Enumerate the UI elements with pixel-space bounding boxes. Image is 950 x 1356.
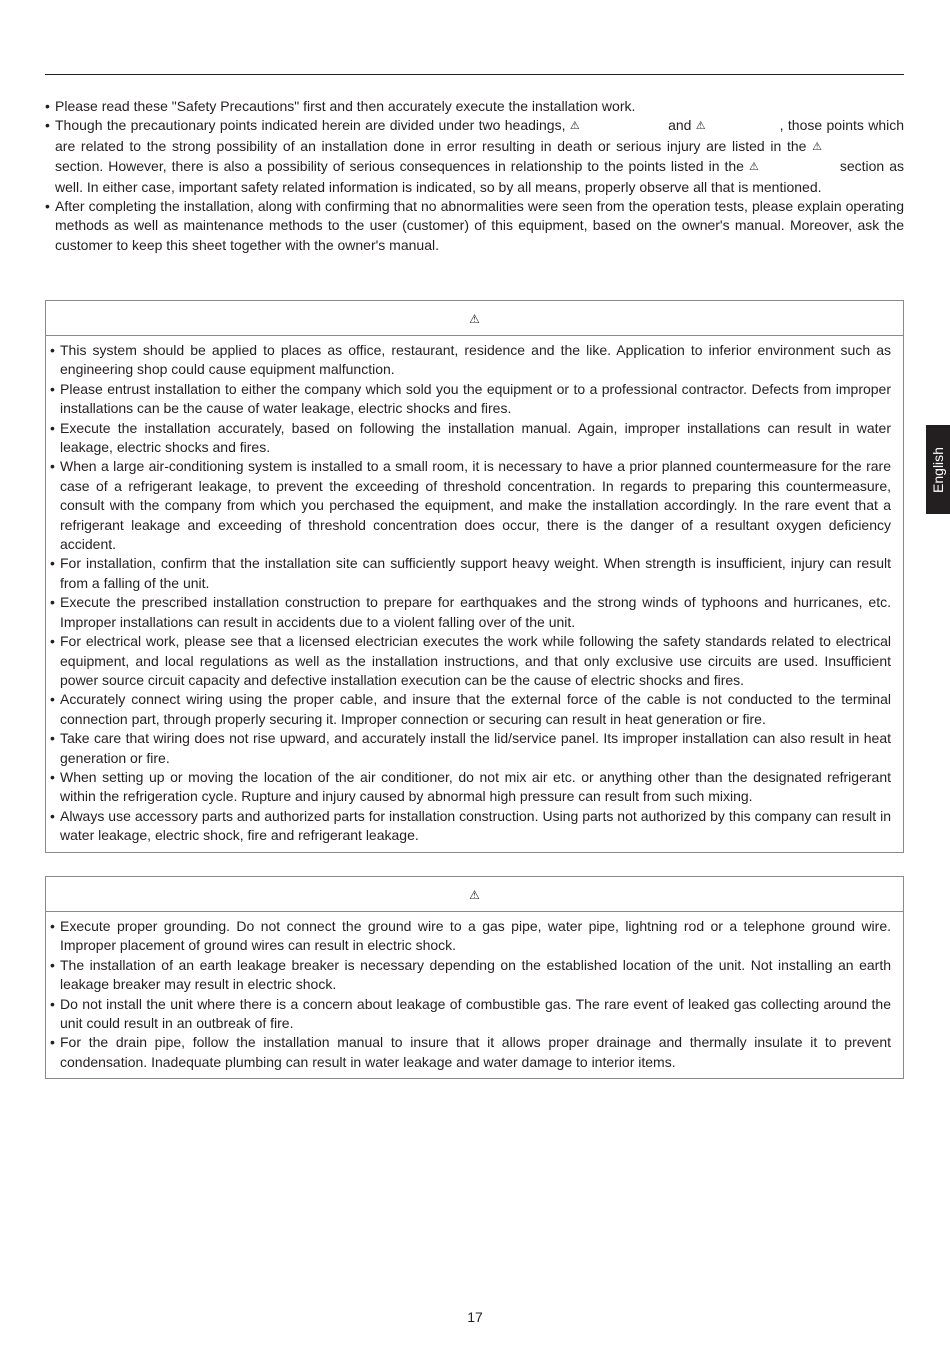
warning-triangle-icon: ⚠ <box>569 120 580 133</box>
list-item-text: Accurately connect wiring using the proper cable, and insure that the external force of the cable is not conducted to the terminal connection part, through properly securing it. Improper connection or securing can result in heat generation or fire. <box>60 691 891 727</box>
list-item <box>50 1033 891 1072</box>
warning-list <box>46 336 903 852</box>
intro-item <box>45 97 904 116</box>
bullet-icon: • <box>45 117 50 134</box>
bullet-icon: • <box>50 918 55 934</box>
warning-triangle-icon: ⚠ <box>695 120 706 133</box>
list-item <box>50 593 891 632</box>
caution-box <box>45 876 904 1079</box>
list-item <box>50 341 891 380</box>
warning-triangle-icon: ⚠ <box>748 161 759 174</box>
page-number: 17 <box>467 1309 483 1325</box>
caution-triangle-icon: ⚠ <box>469 888 480 902</box>
list-item-text: This system should be applied to places as office, restaurant, residence and the like. Application to inferior environment such as engineering shop could cause equipment malfunction. <box>60 342 891 378</box>
intro-text: section as well. In either case, important safety related information is indicated, so by all means, properly observe all that is mentioned. <box>55 158 905 195</box>
list-item <box>50 917 891 956</box>
caution-box-header <box>46 877 903 912</box>
list-item-text: For electrical work, please see that a licensed electrician executes the work while following the safety standards related to electrical equipment, and local regulations as well as the installation instructions, and that only exclusive use circuits are used. Insufficient power source circuit capacity and defective installation execution can be the cause of electric shocks and fires. <box>60 633 891 688</box>
bullet-icon: • <box>50 633 55 650</box>
bullet-icon: • <box>50 458 55 475</box>
list-item-text: Execute the prescribed installation construction to prepare for earthquakes and the strong winds of typhoons and hurricanes, etc. Improper installations can result in accidents due to a violent falling over of the unit. <box>60 594 891 630</box>
warning-triangle-icon: ⚠ <box>812 140 823 153</box>
list-item-text: For installation, confirm that the installation site can sufficiently support heavy weight. When strength is insufficient, injury can result from a falling of the unit. <box>60 555 891 591</box>
intro-text: After completing the installation, along with confirming that no abnormalities were seen from the operation tests, please explain operating methods as well as maintenance methods to the user (customer) of this equipment, based on the owner's manual. Moreover, ask the customer to keep this sheet together with the owner's manual. <box>55 198 904 253</box>
intro-text: Please read these "Safety Precautions" first and then accurately execute the installation work. <box>55 98 636 114</box>
list-item <box>50 380 891 419</box>
bullet-icon: • <box>50 768 55 785</box>
warning-box-header <box>46 301 903 336</box>
bullet-icon: • <box>45 198 50 215</box>
bullet-icon: • <box>50 594 55 611</box>
list-item <box>50 956 891 995</box>
language-label: English <box>930 446 946 493</box>
intro-item <box>45 116 904 197</box>
list-item <box>50 554 891 593</box>
list-item <box>50 995 891 1034</box>
top-rule <box>45 74 904 75</box>
list-item <box>50 729 891 768</box>
list-item <box>50 768 891 807</box>
intro-item <box>45 197 904 255</box>
list-item-text: The installation of an earth leakage breaker is necessary depending on the established location of the unit. Not installing an earth leakage breaker may result in electric shock. <box>60 956 891 993</box>
bullet-icon: • <box>50 380 55 397</box>
bullet-icon: • <box>50 995 55 1012</box>
intro-text: and <box>668 117 692 134</box>
language-tab <box>926 425 950 514</box>
list-item <box>50 807 891 846</box>
list-item-text: Execute the installation accurately, based on following the installation manual. Again, improper installations can result in water leakage, electric shocks and fires. <box>60 419 891 456</box>
bullet-icon: • <box>45 98 50 114</box>
bullet-icon: • <box>50 342 55 358</box>
bullet-icon: • <box>50 691 55 708</box>
bullet-icon: • <box>50 555 55 572</box>
warning-triangle-icon: ⚠ <box>469 312 480 326</box>
list-item-text: Execute proper grounding. Do not connect the ground wire to a gas pipe, water pipe, lightning rod or a telephone ground wire. Improper placement of ground wires can result in electric shock. <box>60 918 891 954</box>
list-item-text: Please entrust installation to either the company which sold you the equipment or to a professional contractor. Defects from improper installations can be the cause of water leakage, electric shocks and fires. <box>60 380 891 417</box>
list-item <box>50 690 891 729</box>
intro-text: Though the precautionary points indicated herein are divided under two headings, <box>55 117 566 134</box>
caution-list <box>46 912 903 1078</box>
list-item-text: Do not install the unit where there is a concern about leakage of combustible gas. The rare event of leaked gas collecting around the unit could result in an outbreak of fire. <box>60 995 891 1032</box>
warning-box <box>45 300 904 853</box>
list-item <box>50 632 891 690</box>
list-item-text: Take care that wiring does not rise upward, and accurately install the lid/service panel. Its improper installation can also result in heat generation or fire. <box>60 730 891 766</box>
list-item <box>50 457 891 554</box>
list-item-text: When setting up or moving the location of the air conditioner, do not mix air etc. or anything other than the designated refrigerant within the refrigeration cycle. Rupture and injury caused by abnormal high pressure can result from such mixing. <box>60 768 891 805</box>
list-item-text: For the drain pipe, follow the installation manual to insure that it allows proper drainage and thermally insulate it to prevent condensation. Inadequate plumbing can result in water leakage and water damage to interior items. <box>60 1034 891 1070</box>
bullet-icon: • <box>50 419 55 436</box>
bullet-icon: • <box>50 730 55 747</box>
list-item-text: When a large air-conditioning system is installed to a small room, it is necessary to have a prior planned countermeasure for the rare case of a refrigerant leakage, to prevent the exceeding of threshold concentration. In regards to preparing this countermeasure, consult with the company from which you perchased the equipment, and make the installation accordingly. In the rare event that a refrigerant leakage and exceeding of threshold concentration does occur, there is the danger of a resultant oxygen deficiency accident. <box>60 458 891 553</box>
list-item-text: Always use accessory parts and authorized parts for installation construction. Using parts not authorized by this company can result in water leakage, electric shock, fire and refrigerant leakage. <box>60 807 891 844</box>
bullet-icon: • <box>50 1034 55 1051</box>
bullet-icon: • <box>50 807 55 824</box>
intro-text: , those points which are related to the strong possibility of an installation done in error resulting in death or serious injury are listed in the <box>55 117 905 154</box>
intro-text: section. However, there is also a possibility of serious consequences in relationship to the points listed in the <box>55 158 744 175</box>
bullet-icon: • <box>50 956 55 973</box>
intro-section <box>45 97 904 255</box>
list-item <box>50 419 891 458</box>
